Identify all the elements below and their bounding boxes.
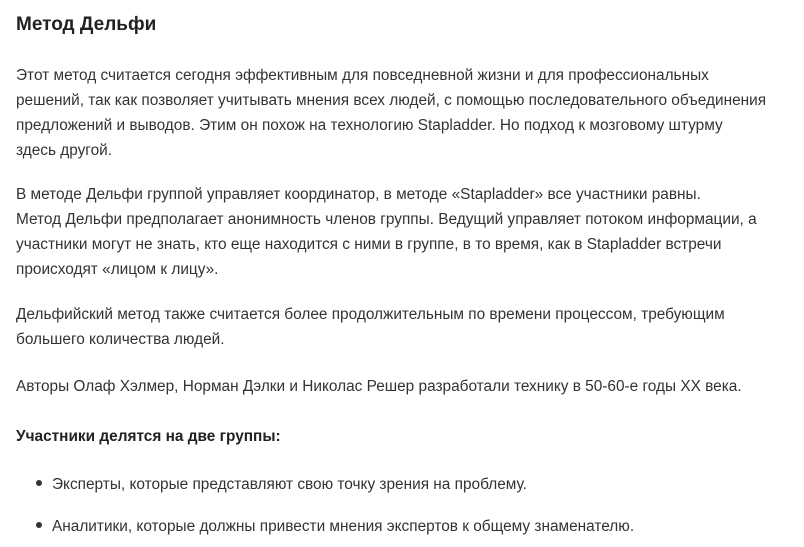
text-line: В методе Дельфи группой управляет координатор, в методе «Stapladder» все участники равны.	[16, 186, 701, 203]
text-line: здесь другой.	[16, 142, 113, 159]
paragraph-authors	[16, 374, 801, 399]
text-line: происходят «лицом к лицу».	[16, 261, 219, 278]
text-line: Дельфийский метод также считается более продолжительным по времени процессом, требующим	[16, 306, 725, 323]
text-line: участники могут не знать, кто еще находится с ними в группе, в то время, как в Stapladder встречи	[16, 236, 722, 253]
text-line: решений, так как позволяет учитывать мнения всех людей, с помощью последовательного объединения	[16, 92, 767, 109]
list-item-text: Аналитики, которые должны привести мнения экспертов к общему знаменателю.	[52, 518, 635, 535]
list-item-text: Эксперты, которые представляют свою точку зрения на проблему.	[52, 476, 527, 493]
paragraph-intro	[16, 63, 801, 163]
bullet-icon	[36, 522, 42, 528]
list-item	[16, 472, 527, 497]
text-line: Метод Дельфи предполагает анонимность членов группы. Ведущий управляет потоком информации, а	[16, 211, 757, 228]
section-subheading: Участники делятся на две группы:	[16, 428, 281, 445]
text-line: Этот метод считается сегодня эффективным для повседневной жизни и для профессиональных	[16, 67, 709, 84]
article-title: Метод Дельфи	[16, 14, 157, 35]
list-item	[16, 514, 634, 539]
text-line: Авторы Олаф Хэлмер, Норман Дэлки и Николас Решер разработали технику в 50-60-е годы XX века.	[16, 378, 742, 395]
paragraph-comparison	[16, 182, 801, 282]
text-line: предложений и выводов. Этим он похож на технологию Stapladder. Но подход к мозговому штурму	[16, 117, 723, 134]
bullet-icon	[36, 480, 42, 486]
paragraph-duration	[16, 302, 801, 352]
text-line: большего количества людей.	[16, 331, 225, 348]
